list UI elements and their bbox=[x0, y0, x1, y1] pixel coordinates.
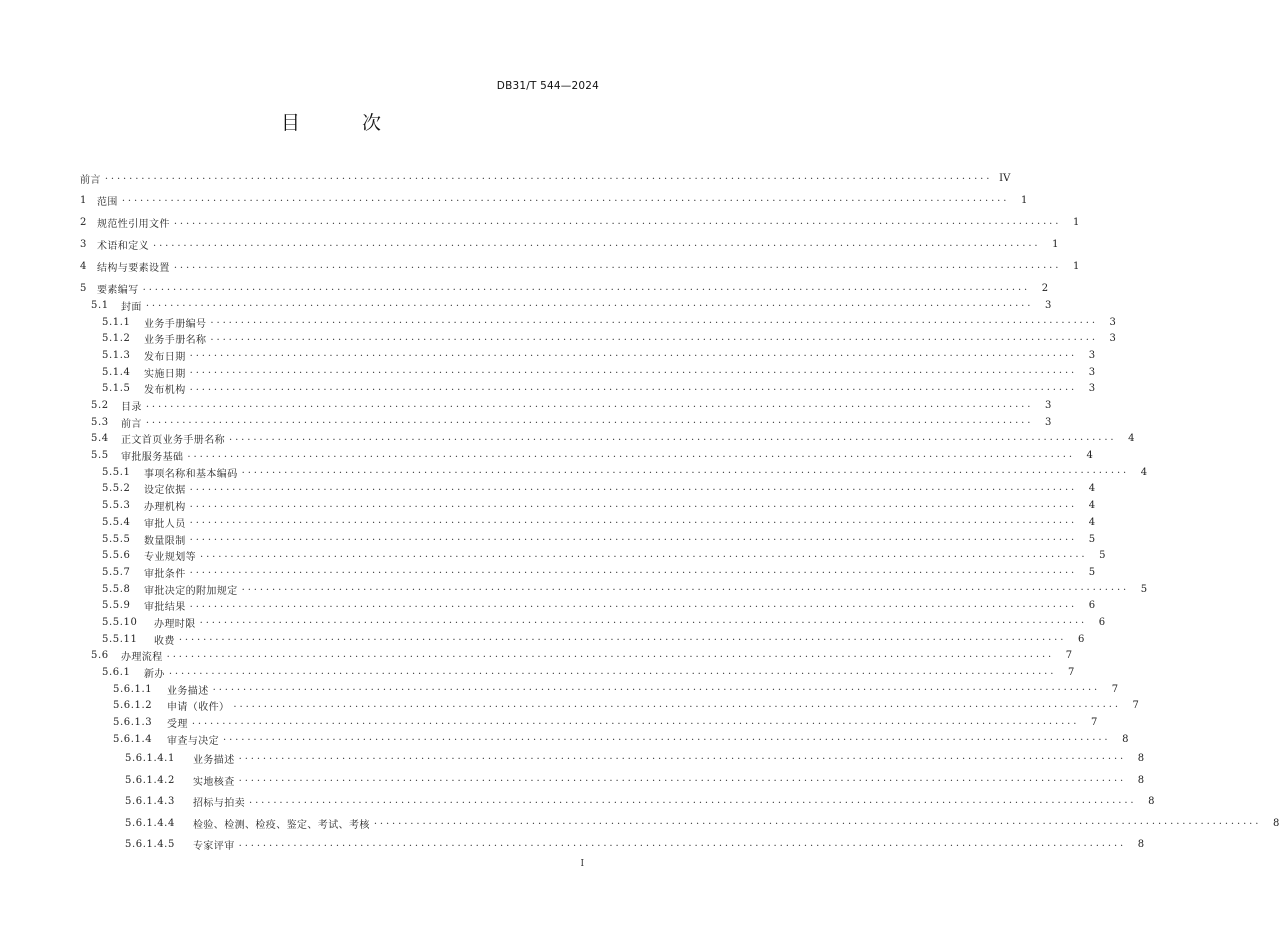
toc-entry-page: 4 bbox=[1088, 516, 1096, 528]
toc-leader: .................................................................................................................................................. bbox=[189, 365, 1078, 377]
toc-entry-label: 术语和定义 bbox=[97, 241, 149, 253]
toc-leader: .................................................................................................................................................. bbox=[104, 171, 993, 183]
toc-entry[interactable] bbox=[80, 447, 1093, 464]
document-code: DB31/T 544—2024 bbox=[496, 80, 599, 92]
toc-entry-number: 5.5.4 bbox=[102, 516, 131, 528]
toc-entry-number: 5.5.2 bbox=[102, 483, 131, 495]
toc-leader: .................................................................................................................................................. bbox=[223, 732, 1111, 744]
toc-entry-label: 实地核查 bbox=[193, 776, 235, 788]
toc-entry-label: 收费 bbox=[154, 635, 175, 647]
toc-entry-number: 5.2 bbox=[91, 400, 109, 412]
toc-entry[interactable] bbox=[80, 531, 1096, 548]
toc-entry-number: 1 bbox=[80, 194, 87, 206]
toc-entry-label: 审批结果 bbox=[144, 602, 186, 614]
toc-entry-number: 4 bbox=[80, 261, 87, 273]
toc-entry-label: 审查与决定 bbox=[167, 735, 219, 747]
toc-entry-page: 6 bbox=[1098, 616, 1106, 628]
toc-entry-page: 4 bbox=[1088, 500, 1096, 512]
toc-entry-number: 5.5.1 bbox=[102, 466, 131, 478]
toc-entry-number: 5.4 bbox=[91, 433, 109, 445]
toc-entry-label: 发布机构 bbox=[144, 385, 186, 397]
toc-entry[interactable] bbox=[80, 564, 1096, 581]
toc-entry-label: 办理机构 bbox=[144, 502, 186, 514]
toc-entry-label: 申请（收件） bbox=[167, 702, 230, 714]
toc-leader: .................................................................................................................................................. bbox=[189, 532, 1078, 544]
toc-entry-number: 5 bbox=[80, 283, 87, 295]
toc-entry[interactable] bbox=[80, 748, 1145, 770]
toc-entry-page: 3 bbox=[1109, 333, 1116, 345]
toc-entry[interactable] bbox=[80, 681, 1119, 698]
toc-entry-label: 专业规划等 bbox=[144, 552, 196, 564]
toc-entry[interactable] bbox=[80, 597, 1096, 614]
toc-entry[interactable] bbox=[80, 581, 1148, 598]
toc-entry-label: 业务手册编号 bbox=[144, 318, 207, 330]
toc-leader: .................................................................................................................................................. bbox=[199, 615, 1088, 627]
toc-entry-number: 5.5.7 bbox=[102, 566, 131, 578]
toc-entry-label: 规范性引用文件 bbox=[97, 219, 170, 230]
toc-leader: .................................................................................................................................................. bbox=[238, 773, 1127, 785]
toc-entry-label: 正文首页业务手册名称 bbox=[121, 435, 225, 447]
toc-entry[interactable] bbox=[80, 192, 1028, 209]
toc-entry-page: 1 bbox=[1020, 194, 1028, 206]
toc-entry-label: 招标与拍卖 bbox=[193, 798, 245, 810]
toc-leader: .................................................................................................................................................. bbox=[145, 398, 1034, 410]
toc-entry-label: 要素编写 bbox=[97, 285, 139, 297]
toc-entry-number: 5.6.1.4.2 bbox=[125, 774, 175, 786]
toc-entry[interactable] bbox=[80, 731, 1129, 748]
toc-entry-page: 4 bbox=[1140, 466, 1148, 478]
toc-leader: .................................................................................................................................................. bbox=[189, 381, 1078, 393]
toc-entry-page: 7 bbox=[1065, 650, 1073, 662]
toc-leader: .................................................................................................................................................. bbox=[238, 751, 1127, 763]
toc-entry[interactable] bbox=[80, 431, 1135, 448]
toc-entry-page: IV bbox=[999, 172, 1011, 184]
toc-entry-number: 5.1.1 bbox=[102, 316, 131, 328]
toc-entry-label: 数量限制 bbox=[144, 535, 186, 547]
toc-leader: .................................................................................................................................................. bbox=[187, 448, 1075, 460]
toc-leader: .................................................................................................................................................. bbox=[145, 415, 1034, 427]
toc-entry-number: 5.6.1 bbox=[102, 667, 131, 679]
toc-leader: .................................................................................................................................................. bbox=[189, 598, 1078, 610]
toc-entry-label: 结构与要素设置 bbox=[97, 263, 170, 275]
toc-entry-label: 范围 bbox=[97, 196, 118, 208]
toc-entry-page: 3 bbox=[1088, 366, 1096, 378]
toc-entry-page: 5 bbox=[1088, 533, 1096, 545]
toc-entry-number: 5.1 bbox=[91, 299, 109, 311]
toc-entry[interactable] bbox=[80, 497, 1096, 514]
toc-entry-page: 6 bbox=[1077, 633, 1085, 645]
toc-leader: .................................................................................................................................................. bbox=[191, 715, 1080, 727]
toc-entry[interactable] bbox=[80, 481, 1096, 498]
toc-leader: .................................................................................................................................................. bbox=[189, 481, 1078, 493]
toc-entry-page: 8 bbox=[1137, 774, 1145, 786]
toc-entry-page: 4 bbox=[1128, 433, 1135, 445]
toc-entry-label: 受理 bbox=[167, 719, 188, 731]
toc-leader: .................................................................................................................................................. bbox=[166, 648, 1055, 660]
toc-leader: .................................................................................................................................................. bbox=[168, 665, 1057, 677]
page-title: 目 次 bbox=[280, 112, 410, 134]
toc-leader: .................................................................................................................................................. bbox=[249, 794, 1137, 806]
toc-entry-page: 8 bbox=[1122, 733, 1129, 745]
toc-entry-label: 审批条件 bbox=[144, 568, 186, 580]
toc-entry[interactable] bbox=[80, 614, 1106, 631]
toc-leader: .................................................................................................................................................. bbox=[241, 582, 1130, 594]
toc-entry[interactable] bbox=[80, 464, 1148, 481]
toc-entry-page: 3 bbox=[1088, 349, 1096, 361]
toc-entry-label: 封面 bbox=[121, 301, 142, 313]
toc-entry-number: 5.5.6 bbox=[102, 550, 131, 562]
toc-entry[interactable] bbox=[80, 648, 1073, 665]
toc-entry-page: 4 bbox=[1088, 483, 1096, 495]
toc-entry-page: 8 bbox=[1148, 796, 1155, 808]
toc-entry-page: 6 bbox=[1088, 600, 1096, 612]
toc-entry-label: 审批决定的附加规定 bbox=[144, 585, 238, 597]
toc-leader: .................................................................................................................................................. bbox=[173, 215, 1062, 227]
toc-entry-page: 3 bbox=[1044, 400, 1052, 412]
toc-leader: .................................................................................................................................................. bbox=[238, 837, 1127, 849]
toc-entry-number: 5.6.1.4.5 bbox=[125, 839, 175, 851]
toc-entry-page: 1 bbox=[1072, 261, 1080, 273]
toc-entry-page: 3 bbox=[1088, 383, 1096, 395]
toc-entry[interactable] bbox=[80, 547, 1106, 564]
toc-entry-page: 7 bbox=[1090, 717, 1098, 729]
toc-entry-label: 检验、检测、检疫、鉴定、考试、考核 bbox=[193, 819, 370, 831]
toc-entry-page: 1 bbox=[1052, 239, 1059, 251]
toc-leader: .................................................................................................................................................. bbox=[373, 816, 1262, 828]
toc-entry-label: 设定依据 bbox=[144, 485, 186, 497]
toc-entry-number: 5.6.1.4.3 bbox=[125, 796, 175, 808]
toc-entry-page: 8 bbox=[1137, 752, 1145, 764]
toc-entry[interactable] bbox=[80, 714, 1098, 731]
toc-entry-number: 5.5.5 bbox=[102, 533, 131, 545]
toc-entry-page: 3 bbox=[1109, 316, 1116, 328]
toc-entry-number: 5.6.1.4 bbox=[113, 733, 153, 745]
toc-entry-label: 办理流程 bbox=[121, 652, 163, 664]
toc-entry-label: 目录 bbox=[121, 402, 142, 414]
toc-entry-label: 前言 bbox=[80, 174, 101, 186]
toc-entry-number: 5.5 bbox=[91, 450, 109, 462]
toc-entry-label: 审批人员 bbox=[144, 518, 186, 530]
toc-entry-page: 2 bbox=[1041, 283, 1049, 295]
toc-entry[interactable] bbox=[80, 258, 1080, 275]
toc-leader: .................................................................................................................................................. bbox=[178, 632, 1067, 644]
toc-entry[interactable] bbox=[80, 236, 1059, 253]
toc-leader: .................................................................................................................................................. bbox=[189, 565, 1078, 577]
toc-entry-number: 3 bbox=[80, 239, 87, 251]
toc-entry-label: 新办 bbox=[144, 669, 165, 681]
toc-entry-page: 5 bbox=[1140, 583, 1148, 595]
toc-entry-label: 发布日期 bbox=[144, 351, 186, 363]
toc-entry[interactable] bbox=[80, 664, 1075, 681]
toc-entry-page: 7 bbox=[1067, 667, 1075, 679]
toc-entry-number: 5.5.10 bbox=[102, 616, 138, 628]
toc-entry-number: 5.6.1.4.1 bbox=[125, 752, 175, 764]
toc-entry[interactable] bbox=[80, 297, 1052, 314]
toc-entry-number: 5.6.1.3 bbox=[113, 717, 153, 729]
toc-leader: .................................................................................................................................................. bbox=[212, 682, 1101, 694]
toc-entry-number: 5.6.1.2 bbox=[113, 700, 153, 712]
toc-entry[interactable] bbox=[80, 397, 1052, 414]
toc-entry-number: 5.5.8 bbox=[102, 583, 131, 595]
toc-entry[interactable] bbox=[80, 414, 1052, 431]
toc-entry[interactable] bbox=[80, 330, 1116, 347]
toc-entry-page: 4 bbox=[1086, 450, 1093, 462]
toc-entry-label: 事项名称和基本编码 bbox=[144, 468, 238, 480]
toc-entry-label: 业务手册名称 bbox=[144, 335, 207, 347]
toc-entry-label: 前言 bbox=[121, 418, 142, 430]
toc-leader: .................................................................................................................................................. bbox=[189, 498, 1078, 510]
toc-entry[interactable] bbox=[80, 812, 1279, 834]
toc-entry[interactable] bbox=[80, 280, 1049, 297]
toc-leader: .................................................................................................................................................. bbox=[189, 348, 1078, 360]
toc-leader: .................................................................................................................................................. bbox=[210, 331, 1098, 343]
toc-entry[interactable] bbox=[80, 314, 1116, 331]
toc-entry-foreword[interactable] bbox=[80, 170, 1011, 187]
toc-entry[interactable] bbox=[80, 514, 1096, 531]
toc-leader: .................................................................................................................................................. bbox=[189, 515, 1078, 527]
toc-entry-number: 5.1.4 bbox=[102, 366, 131, 378]
toc-entry-number: 5.6 bbox=[91, 650, 109, 662]
toc-entry-number: 2 bbox=[80, 217, 87, 228]
toc-entry-page: 3 bbox=[1044, 416, 1052, 428]
toc-entry-label: 审批服务基础 bbox=[121, 452, 184, 464]
toc-entry[interactable] bbox=[80, 834, 1145, 856]
toc-entry[interactable] bbox=[80, 631, 1085, 648]
toc-entry-label: 办理时限 bbox=[154, 618, 196, 630]
toc-entry-number: 5.5.9 bbox=[102, 600, 131, 612]
toc-entry-page: 8 bbox=[1137, 839, 1145, 851]
toc-entry-page: 7 bbox=[1132, 700, 1139, 712]
toc-leader: .................................................................................................................................................. bbox=[229, 431, 1117, 443]
toc-entry[interactable] bbox=[80, 381, 1096, 398]
toc-entry-page: 8 bbox=[1272, 817, 1279, 829]
toc-entry-label: 业务描述 bbox=[193, 754, 235, 766]
toc-leader: .................................................................................................................................................. bbox=[145, 298, 1034, 310]
toc-entry[interactable] bbox=[80, 214, 1080, 231]
toc-leader: .................................................................................................................................................. bbox=[210, 315, 1098, 327]
toc-entry-number: 5.1.3 bbox=[102, 349, 131, 361]
toc-entry-page: 5 bbox=[1099, 550, 1106, 562]
toc-entry-number: 5.6.1.1 bbox=[113, 683, 153, 695]
toc-entry-number: 5.5.3 bbox=[102, 500, 131, 512]
toc-entry-page: 1 bbox=[1072, 217, 1080, 228]
toc-entry-label: 业务描述 bbox=[167, 685, 209, 697]
page-number: I bbox=[580, 859, 584, 869]
toc-entry-number: 5.1.5 bbox=[102, 383, 131, 395]
toc-entry-number: 5.3 bbox=[91, 416, 109, 428]
toc-entry-page: 5 bbox=[1088, 566, 1096, 578]
toc-leader: .................................................................................................................................................. bbox=[241, 465, 1130, 477]
toc-leader: .................................................................................................................................................. bbox=[121, 193, 1010, 205]
toc-entry[interactable] bbox=[80, 791, 1155, 813]
toc-entry-label: 专家评审 bbox=[193, 841, 235, 853]
toc-entry-number: 5.5.11 bbox=[102, 633, 138, 645]
toc-leader: .................................................................................................................................................. bbox=[142, 281, 1031, 293]
toc-entry[interactable] bbox=[80, 347, 1096, 364]
toc-leader: .................................................................................................................................................. bbox=[200, 548, 1088, 560]
toc-entry-number: 5.1.2 bbox=[102, 333, 131, 345]
toc-entry-label: 实施日期 bbox=[144, 368, 186, 380]
table-of-contents bbox=[80, 170, 1279, 856]
toc-entry-page: 3 bbox=[1044, 299, 1052, 311]
toc-leader: .................................................................................................................................................. bbox=[153, 237, 1041, 249]
toc-entry[interactable] bbox=[80, 769, 1145, 791]
toc-entry[interactable] bbox=[80, 364, 1096, 381]
toc-entry[interactable] bbox=[80, 698, 1139, 715]
toc-leader: .................................................................................................................................................. bbox=[173, 259, 1062, 271]
toc-entry-page: 7 bbox=[1111, 683, 1119, 695]
toc-entry-number: 5.6.1.4.4 bbox=[125, 817, 175, 829]
toc-leader: .................................................................................................................................................. bbox=[233, 698, 1121, 710]
